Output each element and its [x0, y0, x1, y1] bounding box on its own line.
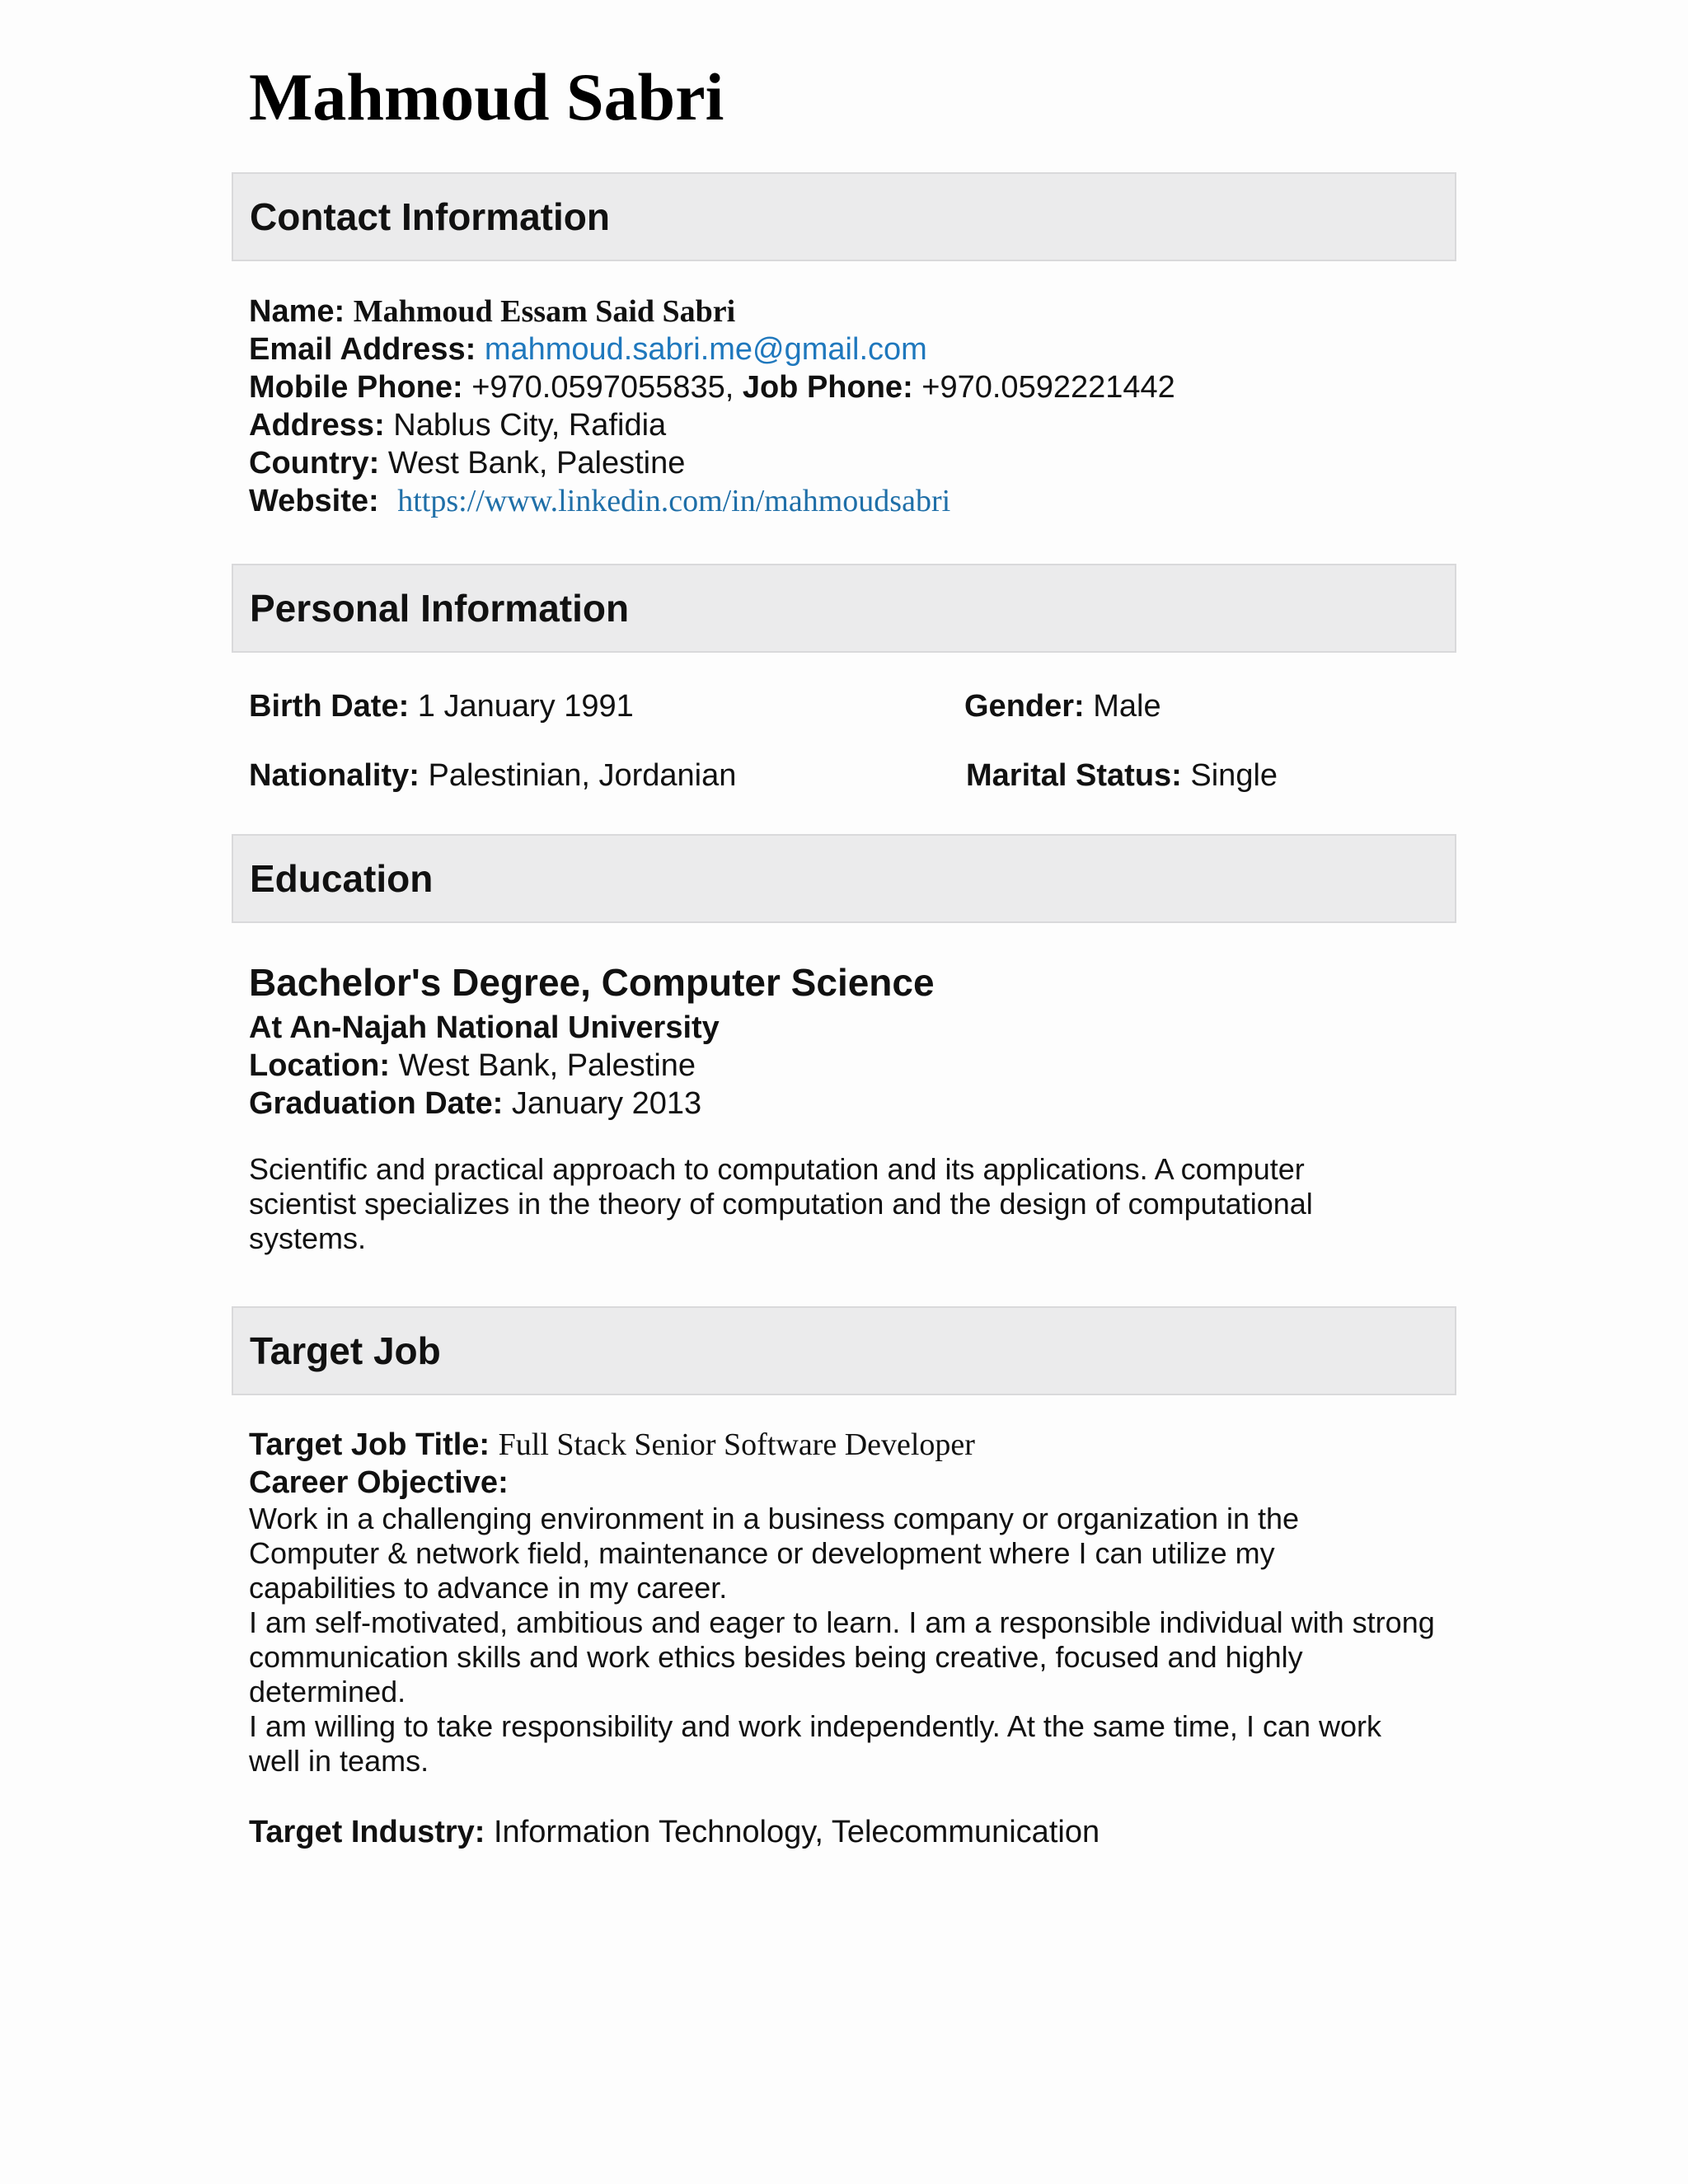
- birth-date-field: Birth Date: 1 January 1991: [249, 689, 634, 724]
- marital-status-value: Single: [1190, 758, 1278, 793]
- contact-section-title: Contact Information: [250, 195, 610, 238]
- education-description: Scientific and practical approach to computation and its applications. A computer scientist specializes in the theory of computation and the design of computational systems.: [249, 1152, 1313, 1255]
- mobile-phone-label: Mobile Phone: [249, 370, 452, 405]
- country-value: West Bank, Palestine: [387, 446, 686, 480]
- email-link[interactable]: mahmoud.sabri.me@gmail.com: [484, 332, 927, 367]
- university-name: At An-Najah National University: [249, 1010, 720, 1045]
- contact-phone-line: Mobile Phone: +970.0597055835, Job Phone: +970.0592221442: [249, 370, 1175, 405]
- address-label: Address: [249, 408, 375, 443]
- website-link[interactable]: https://www.linkedin.com/in/mahmoudsabri: [397, 484, 951, 518]
- career-objective-label: Career Objective: [249, 1465, 499, 1500]
- nationality-label: Nationality: [249, 758, 410, 793]
- contact-country-line: Country: West Bank, Palestine: [249, 446, 686, 480]
- graduation-date-line: Graduation Date: January 2013: [249, 1086, 702, 1121]
- education-section-header: [232, 834, 1456, 923]
- personal-section-header: [232, 564, 1456, 653]
- address-value: Nablus City, Rafidia: [393, 408, 667, 443]
- target-job-title-label: Target Job Title: [249, 1427, 480, 1462]
- contact-website-line: Website: https://www.linkedin.com/in/mahmoudsabri: [249, 484, 951, 518]
- career-objective-paragraph-2: I am self-motivated, ambitious and eager to learn. I am a responsible individual with strong communication skills and work ethics besides being creative, focused and highly determined.: [249, 1605, 1435, 1708]
- graduation-date-label: Graduation Date: [249, 1086, 493, 1121]
- email-label: Email Address: [249, 332, 466, 367]
- target-industry-label: Target Industry: [249, 1815, 475, 1849]
- target-industry-value: Information Technology, Telecommunication: [494, 1815, 1100, 1849]
- nationality-value: Palestinian, Jordanian: [428, 758, 737, 793]
- personal-section-title: Personal Information: [250, 587, 630, 630]
- job-phone-value: +970.0592221442: [921, 370, 1175, 405]
- gender-field: Gender: Male: [964, 689, 1161, 724]
- location-label: Location: [249, 1048, 380, 1083]
- website-label: Website: [249, 484, 369, 518]
- target-job-title-value: Full Stack Senior Software Developer: [498, 1427, 975, 1462]
- contact-email-line: Email Address: mahmoud.sabri.me@gmail.com: [249, 332, 927, 367]
- location-value: West Bank, Palestine: [398, 1048, 696, 1083]
- marital-status-field: Marital Status: Single: [966, 758, 1278, 793]
- target-job-section-header: [232, 1306, 1456, 1395]
- target-job-title-line: Target Job Title: Full Stack Senior Software Developer: [249, 1427, 975, 1462]
- marital-status-label: Marital Status: [966, 758, 1172, 793]
- contact-name-line: Name: Mahmoud Essam Said Sabri: [249, 294, 736, 329]
- degree-title: Bachelor's Degree, Computer Science: [249, 961, 935, 1004]
- country-label: Country: [249, 446, 369, 480]
- mobile-phone-value: +970.0597055835,: [471, 370, 734, 405]
- job-phone-label: Job Phone: [742, 370, 903, 405]
- contact-details: [249, 293, 1436, 520]
- nationality-field: Nationality: Palestinian, Jordanian: [249, 758, 737, 793]
- gender-label: Gender: [964, 689, 1075, 724]
- career-objective-paragraph-1: Work in a challenging environment in a business company or organization in the Computer & network field, maintenance or development where I can utilize my capabilities to advance in my career.: [249, 1502, 1300, 1605]
- name-value: Mahmoud Essam Said Sabri: [353, 294, 736, 329]
- education-location-line: Location: West Bank, Palestine: [249, 1048, 696, 1083]
- birth-date-value: 1 January 1991: [417, 689, 634, 724]
- education-section-title: Education: [250, 857, 434, 900]
- graduation-date-value: January 2013: [511, 1086, 702, 1121]
- education-entry: [249, 959, 1436, 1256]
- contact-section-header: [232, 172, 1456, 261]
- gender-value: Male: [1093, 689, 1161, 724]
- resume-name: Mahmoud Sabri: [249, 59, 724, 134]
- target-job-details: [249, 1426, 1436, 1851]
- target-job-section-title: Target Job: [250, 1329, 441, 1372]
- target-industry-line: Target Industry: Information Technology, Telecommunication: [249, 1815, 1100, 1849]
- name-label: Name: [249, 294, 335, 329]
- birth-date-label: Birth Date: [249, 689, 399, 724]
- contact-address-line: Address: Nablus City, Rafidia: [249, 408, 667, 443]
- career-objective-paragraph-3: I am willing to take responsibility and work independently. At the same time, I can work well in teams.: [249, 1709, 1381, 1778]
- career-objective-heading: Career Objective:: [249, 1465, 509, 1500]
